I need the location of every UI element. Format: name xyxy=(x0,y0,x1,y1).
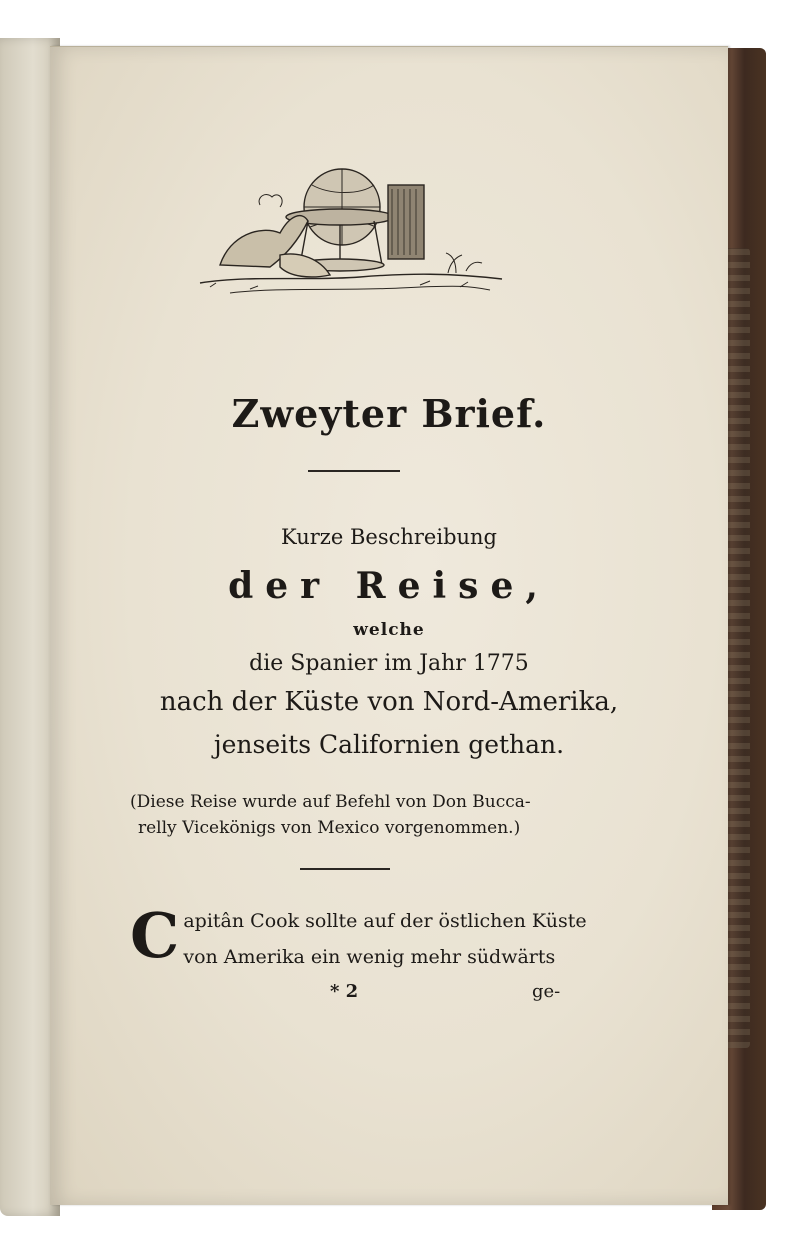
editorial-note xyxy=(130,789,660,841)
big-heading: der Reise, xyxy=(228,565,550,607)
globe-vignette-icon xyxy=(190,155,510,305)
paragraph-line-1: apitân Cook sollte auf der östlichen Küste xyxy=(183,910,587,932)
note-line-2: relly Vicekönigs von Mexico vorgenommen.) xyxy=(138,818,521,838)
chapter-title: Zweyter Brief. xyxy=(231,391,547,436)
heading-line-3: jenseits Californien gethan. xyxy=(213,730,565,759)
heading-line-2: nach der Küste von Nord-Amerika, xyxy=(159,687,619,717)
open-book xyxy=(0,38,770,1218)
signature-mark: * 2 xyxy=(330,981,359,1002)
subtitle: Kurze Beschreibung xyxy=(281,525,497,549)
heading-welche: welche xyxy=(353,620,425,640)
section-divider xyxy=(300,868,390,870)
catchword: ge- xyxy=(532,981,561,1002)
body-paragraph xyxy=(130,899,660,975)
title-divider xyxy=(308,470,400,472)
heading-line-1: die Spanier im Jahr 1775 xyxy=(249,651,529,676)
drop-cap: C xyxy=(130,899,180,972)
book-page xyxy=(50,46,728,1205)
paragraph-line-2: von Amerika ein wenig mehr südwärts xyxy=(183,946,556,968)
note-line-1: (Diese Reise wurde auf Befehl von Don Bucca- xyxy=(130,792,531,812)
